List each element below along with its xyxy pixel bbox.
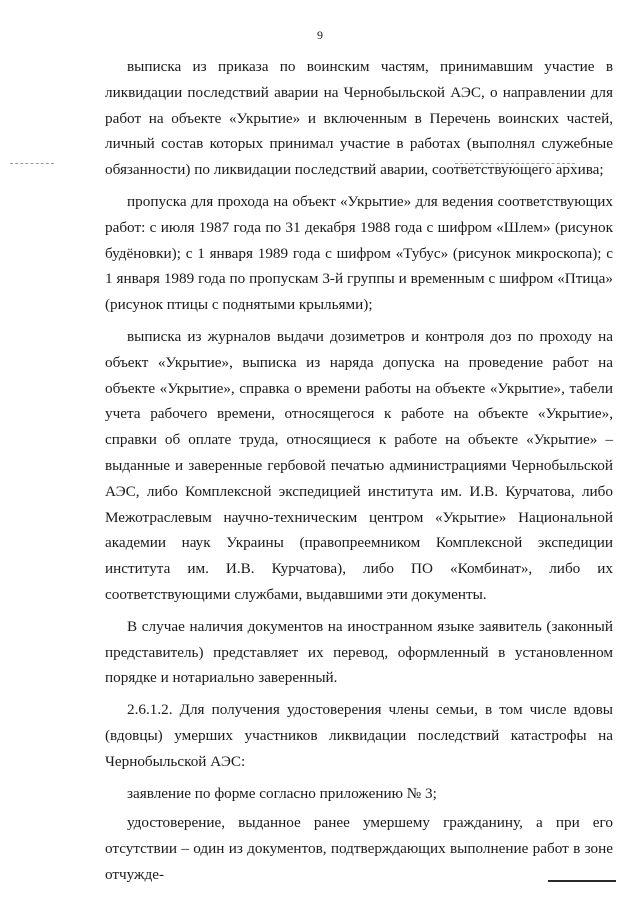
bottom-rule [548,880,616,882]
paragraph-certificate: удостоверение, выданное ранее умершему гражданину, а при его отсутствии – один из документов, подтверждающих выполнение работ в зоне отчужде- [105,814,613,883]
paragraph-section-2-6-1-2: 2.6.1.2. Для получения удостоверения члены семьи, в том числе вдовы (вдовцы) умерших участников ликвидации последствий катастрофы на Чернобыльской АЭС: [105,701,613,770]
paragraph-application-form: заявление по форме согласно приложению № 3; [127,784,437,802]
scan-artifact-left [10,163,54,164]
document-body [105,54,613,894]
paragraph-foreign-documents: В случае наличия документов на иностранном языке заявитель (законный представитель) представляет их перевод, оформленный в установленном порядке и нотариально заверенный. [105,617,613,687]
paragraph-dosimeter-extract: выписка из журналов выдачи дозиметров и контроля доз по проходу на объект «Укрытие», выписка из наряда допуска на проведение работ на объекте «Укрытие», справка о времени работы на объекте «Укрытие», табели учета рабочего времени, относящегося к работе на объекте «Укрытие», справки об оплате труда, относящиеся к работе на объекте «Укрытие» – выданные и заверенные гербовой печатью администрациями Чернобыльской АЭС, либо Комплексной экспедицией института им. И.В. Курчатова, либо Межотраслевым научно-техническим центром «Укрытие» Национальной академии наук Украины (правопреемником Комплексной экспедиции института им. И.В. Курчатова), либо ПО «Комбинат», либо их соответствующими службами, выдавшими эти документы. [105,327,613,603]
paragraph-military-extract: выписка из приказа по воинским частям, принимавшим участие в ликвидации последствий аварии на Чернобыльской АЭС, о направлении для работ на объекте «Укрытие» и включенным в Перечень воинских частей, личный состав которых принимал участие в работах (выполнял служебные обязанности) по ликвидации последствий аварии, соответствующего архива; [105,58,613,179]
page-number: 9 [317,28,323,42]
paragraph-passes: пропуска для прохода на объект «Укрытие» для ведения соответствующих работ: с июля 1987 года по 31 декабря 1988 года с шифром «Шлем» (рисунок будёновки); с 1 января 1989 года с шифром «Тубус» (рисунок микроскопа); с 1 января 1989 года по пропускам 3-й группы и временным с шифром «Птица» (рисунок птицы с поднятыми крыльями); [105,192,613,314]
